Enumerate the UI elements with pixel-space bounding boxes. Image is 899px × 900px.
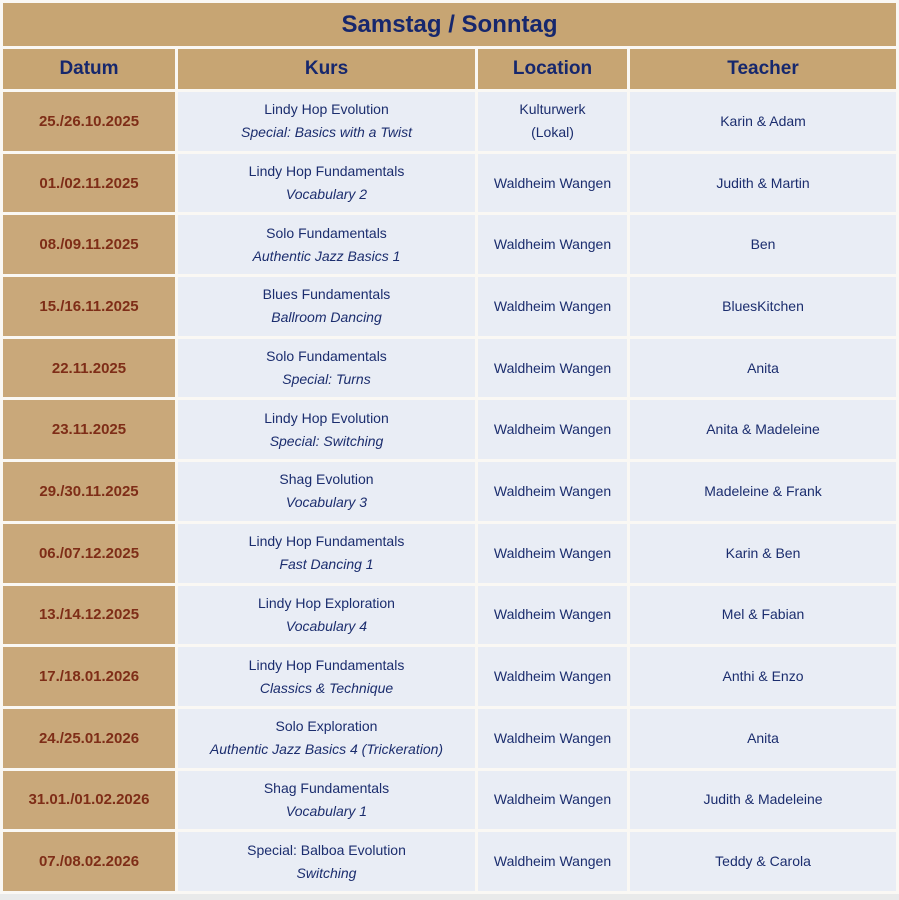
teacher-cell: Madeleine & Frank [630, 462, 896, 521]
location-line: Waldheim Wangen [493, 174, 612, 191]
teacher-cell: Anthi & Enzo [630, 647, 896, 706]
course-detail: Classics & Technique [259, 679, 394, 696]
table-row [3, 339, 896, 398]
location-cell [478, 832, 627, 891]
column-header-kurs: Kurs [178, 49, 475, 89]
table-row [3, 400, 896, 459]
course-cell [178, 400, 475, 459]
location-line: Waldheim Wangen [493, 544, 612, 561]
course-detail: Special: Switching [269, 432, 384, 449]
date-cell: 29./30.11.2025 [3, 462, 175, 521]
teacher-cell: Mel & Fabian [630, 586, 896, 645]
date-cell: 13./14.12.2025 [3, 586, 175, 645]
location-cell [478, 92, 627, 151]
table-row [3, 154, 896, 213]
location-cell [478, 586, 627, 645]
date-cell: 22.11.2025 [3, 339, 175, 398]
location-line: Waldheim Wangen [493, 421, 612, 438]
course-name: Lindy Hop Evolution [264, 101, 389, 118]
location-line: Waldheim Wangen [493, 606, 612, 623]
location-cell [478, 524, 627, 583]
teacher-cell: Ben [630, 215, 896, 274]
table-row [3, 277, 896, 336]
column-header-teacher: Teacher [630, 49, 896, 89]
teacher-cell: Karin & Adam [630, 92, 896, 151]
course-name: Shag Fundamentals [263, 779, 390, 796]
course-detail: Fast Dancing 1 [279, 556, 374, 573]
teacher-cell: Teddy & Carola [630, 832, 896, 891]
teacher-cell: BluesKitchen [630, 277, 896, 336]
location-cell [478, 339, 627, 398]
teacher-cell: Anita [630, 339, 896, 398]
table-row [3, 647, 896, 706]
teacher-cell: Judith & Martin [630, 154, 896, 213]
table-row [3, 586, 896, 645]
table-row [3, 832, 896, 891]
table-row [3, 771, 896, 830]
course-cell [178, 339, 475, 398]
course-detail: Ballroom Dancing [271, 309, 382, 326]
course-name: Solo Fundamentals [266, 348, 387, 365]
table-row [3, 92, 896, 151]
course-name: Solo Exploration [275, 718, 378, 735]
course-cell [178, 832, 475, 891]
course-cell [178, 771, 475, 830]
date-cell: 08./09.11.2025 [3, 215, 175, 274]
course-name: Lindy Hop Exploration [258, 594, 395, 611]
course-detail: Vocabulary 4 [285, 617, 368, 634]
course-cell [178, 524, 475, 583]
location-cell [478, 647, 627, 706]
course-detail: Special: Basics with a Twist [241, 124, 412, 141]
course-cell [178, 215, 475, 274]
column-header-row [3, 49, 896, 89]
course-name: Lindy Hop Fundamentals [248, 533, 405, 550]
teacher-cell: Anita & Madeleine [630, 400, 896, 459]
location-cell [478, 215, 627, 274]
course-cell [178, 462, 475, 521]
location-line: Waldheim Wangen [493, 668, 612, 685]
teacher-cell: Judith & Madeleine [630, 771, 896, 830]
course-name: Lindy Hop Fundamentals [248, 656, 405, 673]
location-line: Waldheim Wangen [493, 853, 612, 870]
date-cell: 01./02.11.2025 [3, 154, 175, 213]
location-line: Waldheim Wangen [493, 359, 612, 376]
location-line: Kulturwerk [519, 101, 586, 118]
course-name: Lindy Hop Evolution [264, 409, 389, 426]
location-cell [478, 709, 627, 768]
table-row [3, 709, 896, 768]
course-detail: Vocabulary 2 [285, 186, 368, 203]
location-line: (Lokal) [531, 124, 574, 141]
course-cell [178, 586, 475, 645]
column-header-location: Location [478, 49, 627, 89]
date-cell: 06./07.12.2025 [3, 524, 175, 583]
table-body [3, 92, 896, 891]
course-detail: Switching [296, 864, 357, 881]
table-title: Samstag / Sonntag [3, 3, 896, 46]
date-cell: 15./16.11.2025 [3, 277, 175, 336]
title-row [3, 3, 896, 46]
course-cell [178, 92, 475, 151]
location-cell [478, 277, 627, 336]
course-cell [178, 154, 475, 213]
course-cell [178, 647, 475, 706]
table-row [3, 524, 896, 583]
course-cell [178, 277, 475, 336]
teacher-cell: Karin & Ben [630, 524, 896, 583]
location-line: Waldheim Wangen [493, 297, 612, 314]
course-detail: Vocabulary 1 [285, 802, 368, 819]
location-cell [478, 400, 627, 459]
date-cell: 23.11.2025 [3, 400, 175, 459]
date-cell: 25./26.10.2025 [3, 92, 175, 151]
table-row [3, 215, 896, 274]
date-cell: 17./18.01.2026 [3, 647, 175, 706]
date-cell: 24./25.01.2026 [3, 709, 175, 768]
course-name: Special: Balboa Evolution [247, 841, 406, 858]
location-line: Waldheim Wangen [493, 729, 612, 746]
course-detail: Authentic Jazz Basics 4 (Trickeration) [209, 741, 444, 758]
course-detail: Authentic Jazz Basics 1 [252, 247, 401, 264]
course-name: Shag Evolution [279, 471, 374, 488]
course-name: Lindy Hop Fundamentals [248, 163, 405, 180]
course-detail: Vocabulary 3 [285, 494, 368, 511]
course-name: Blues Fundamentals [262, 286, 391, 303]
date-cell: 07./08.02.2026 [3, 832, 175, 891]
location-line: Waldheim Wangen [493, 482, 612, 499]
course-detail: Special: Turns [282, 371, 371, 388]
table-row [3, 462, 896, 521]
column-header-datum: Datum [3, 49, 175, 89]
location-cell [478, 154, 627, 213]
location-line: Waldheim Wangen [493, 236, 612, 253]
location-line: Waldheim Wangen [493, 791, 612, 808]
location-cell [478, 771, 627, 830]
location-cell [478, 462, 627, 521]
teacher-cell: Anita [630, 709, 896, 768]
date-cell: 31.01./01.02.2026 [3, 771, 175, 830]
course-cell [178, 709, 475, 768]
course-name: Solo Fundamentals [266, 224, 387, 241]
